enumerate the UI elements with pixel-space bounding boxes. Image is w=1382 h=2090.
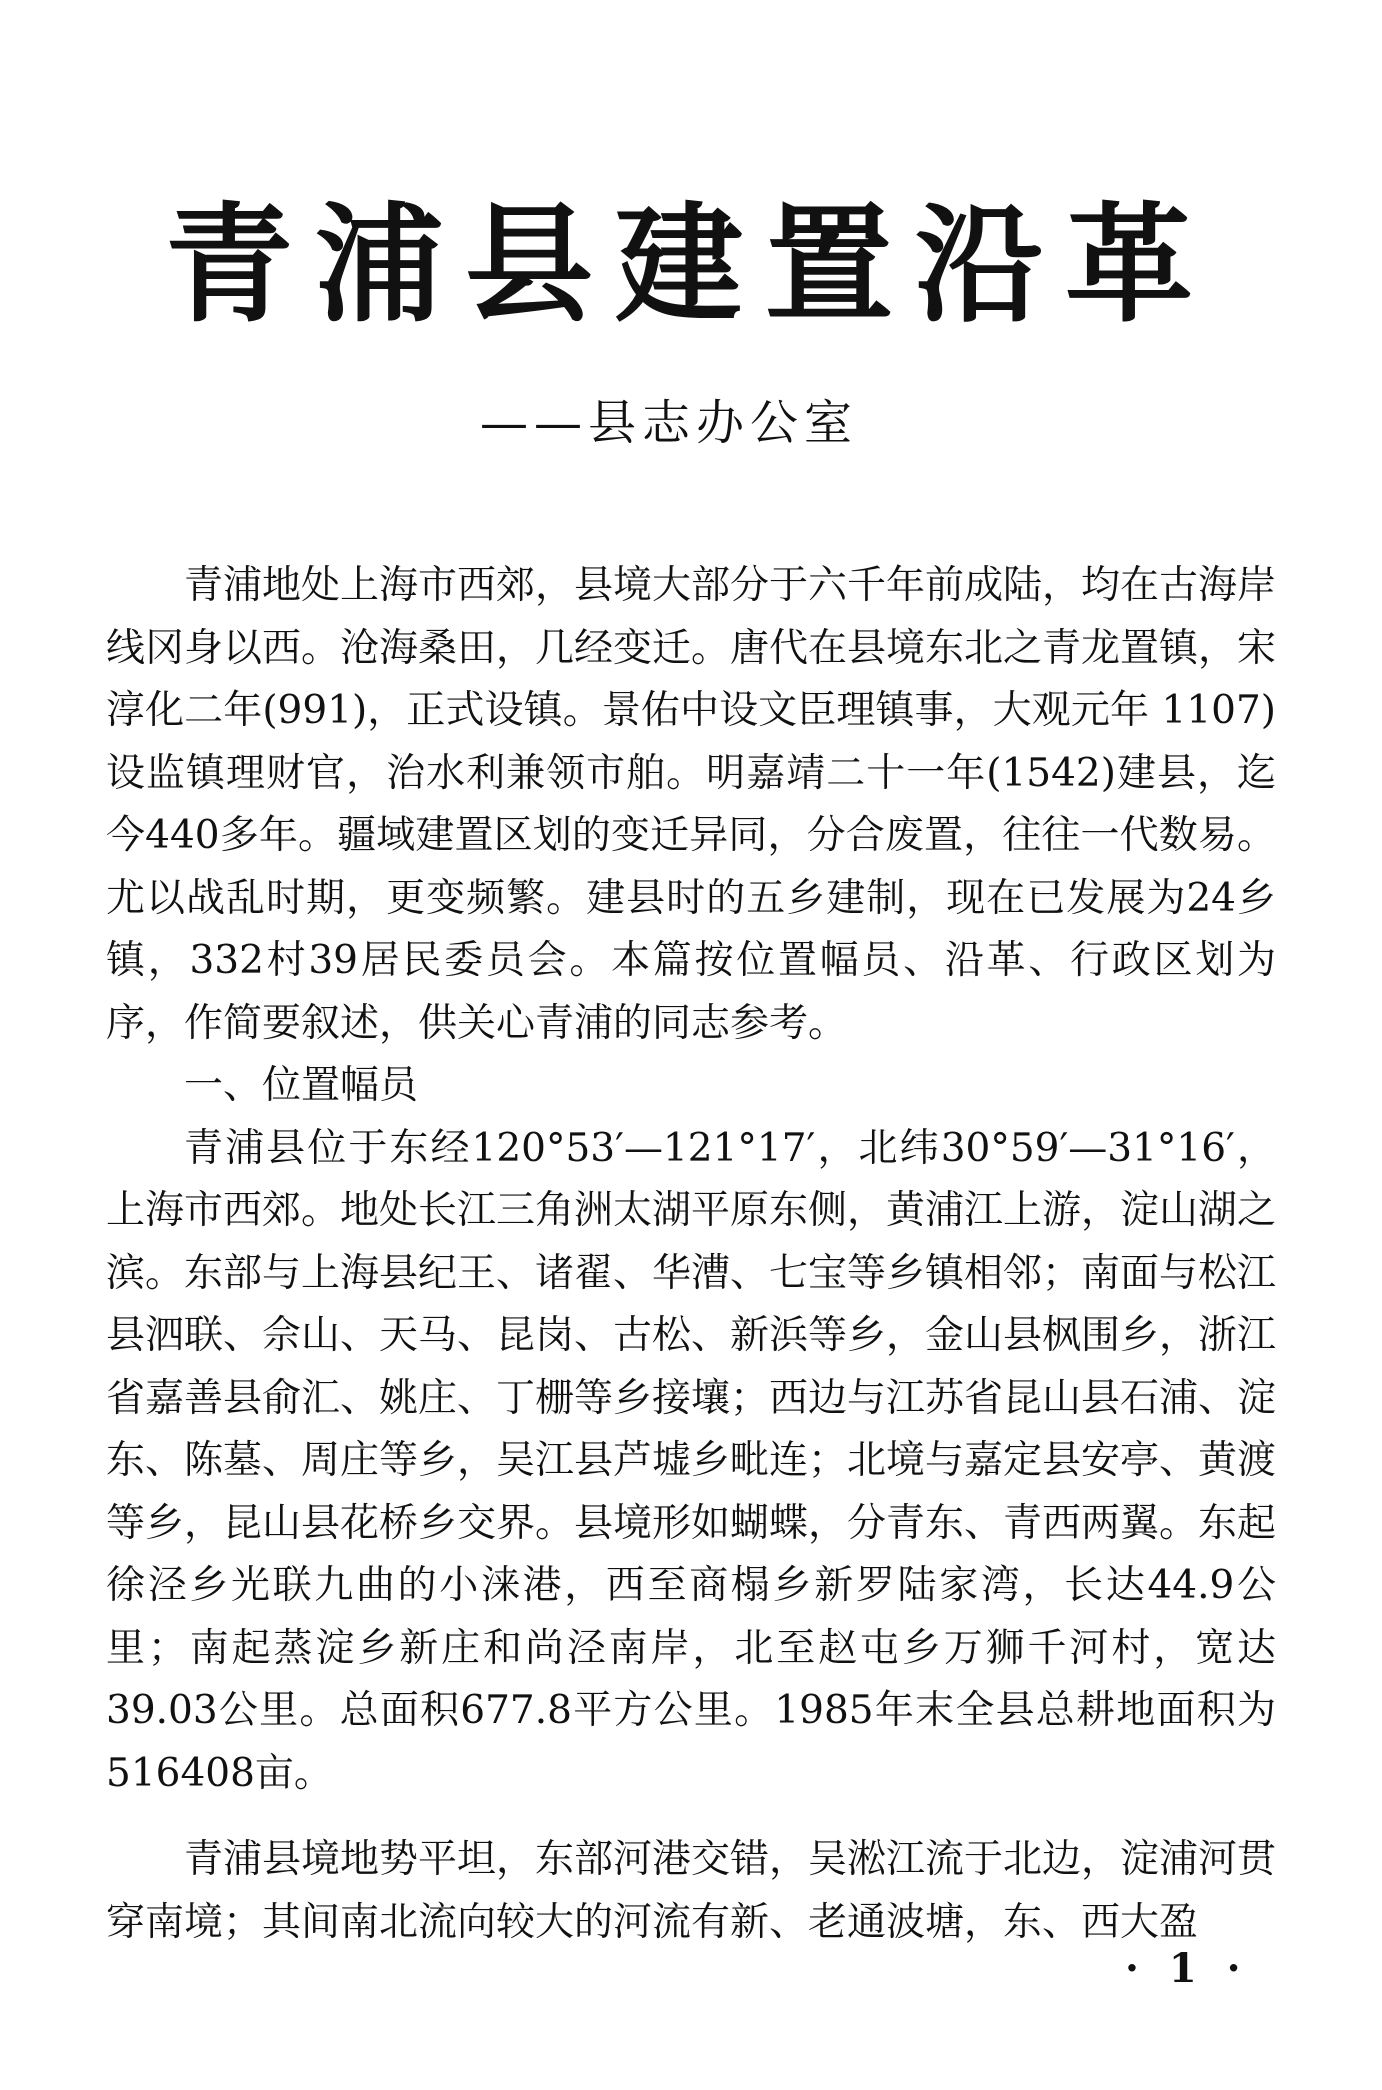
page-number: · 1 ·	[1125, 1945, 1249, 1992]
intro-paragraph: 青浦地处上海市西郊，县境大部分于六千年前成陆，均在古海岸线冈身以西。沧海桑田，几经变迁。唐代在县境东北之青龙置镇，宋淳化二年(991)，正式设镇。景佑中设文臣理镇事，大观元年 1107) 设监镇理财官，治水利兼领市舶。明嘉靖二十一年(1542)建县，迄今440多年。疆域建置区划的变迁异同，分合废置，往往一代数易。尤以战乱时期，更变频繁。建县时的五乡建制，现在已发展为24乡镇，332村39居民委员会。本篇按位置幅员、沿革、行政区划为序，作简要叙述，供关心青浦的同志参考。	[106, 563, 1277, 1046]
section-heading: 一、位置幅员	[184, 1063, 419, 1108]
page-title: 青浦县建置沿革	[164, 190, 1215, 340]
location-paragraph: 青浦县位于东经120°53′—121°17′，北纬30°59′—31°16′，上海市西郊。地处长江三角洲太湖平原东侧，黄浦江上游，淀山湖之滨。东部与上海县纪王、诸翟、华漕、七宝等乡镇相邻；南面与松江县泗联、佘山、天马、昆岗、古松、新浜等乡，金山县枫围乡，浙江省嘉善县俞汇、姚庄、丁栅等乡接壤；西边与江苏省昆山县石浦、淀东、陈墓、周庄等乡，吴江县芦墟乡毗连；北境与嘉定县安亭、黄渡等乡，昆山县花桥乡交界。县境形如蝴蝶，分青东、青西两翼。东起徐泾乡光联九曲的小涞港，西至商榻乡新罗陆家湾，长达44.9公里；南起蒸淀乡新庄和尚泾南岸，北至赵屯乡万狮千河村，宽达39.03公里。总面积677.8平方公里。1985年末全县总耕地面积为516408亩。	[106, 1125, 1277, 1796]
body-text	[106, 555, 1276, 1954]
terrain-paragraph: 青浦县境地势平坦，东部河港交错，吴淞江流于北边，淀浦河贯穿南境；其间南北流向较大的河流有新、老通波塘，东、西大盈	[106, 1837, 1277, 1945]
author-byline: ——县志办公室	[480, 395, 859, 451]
